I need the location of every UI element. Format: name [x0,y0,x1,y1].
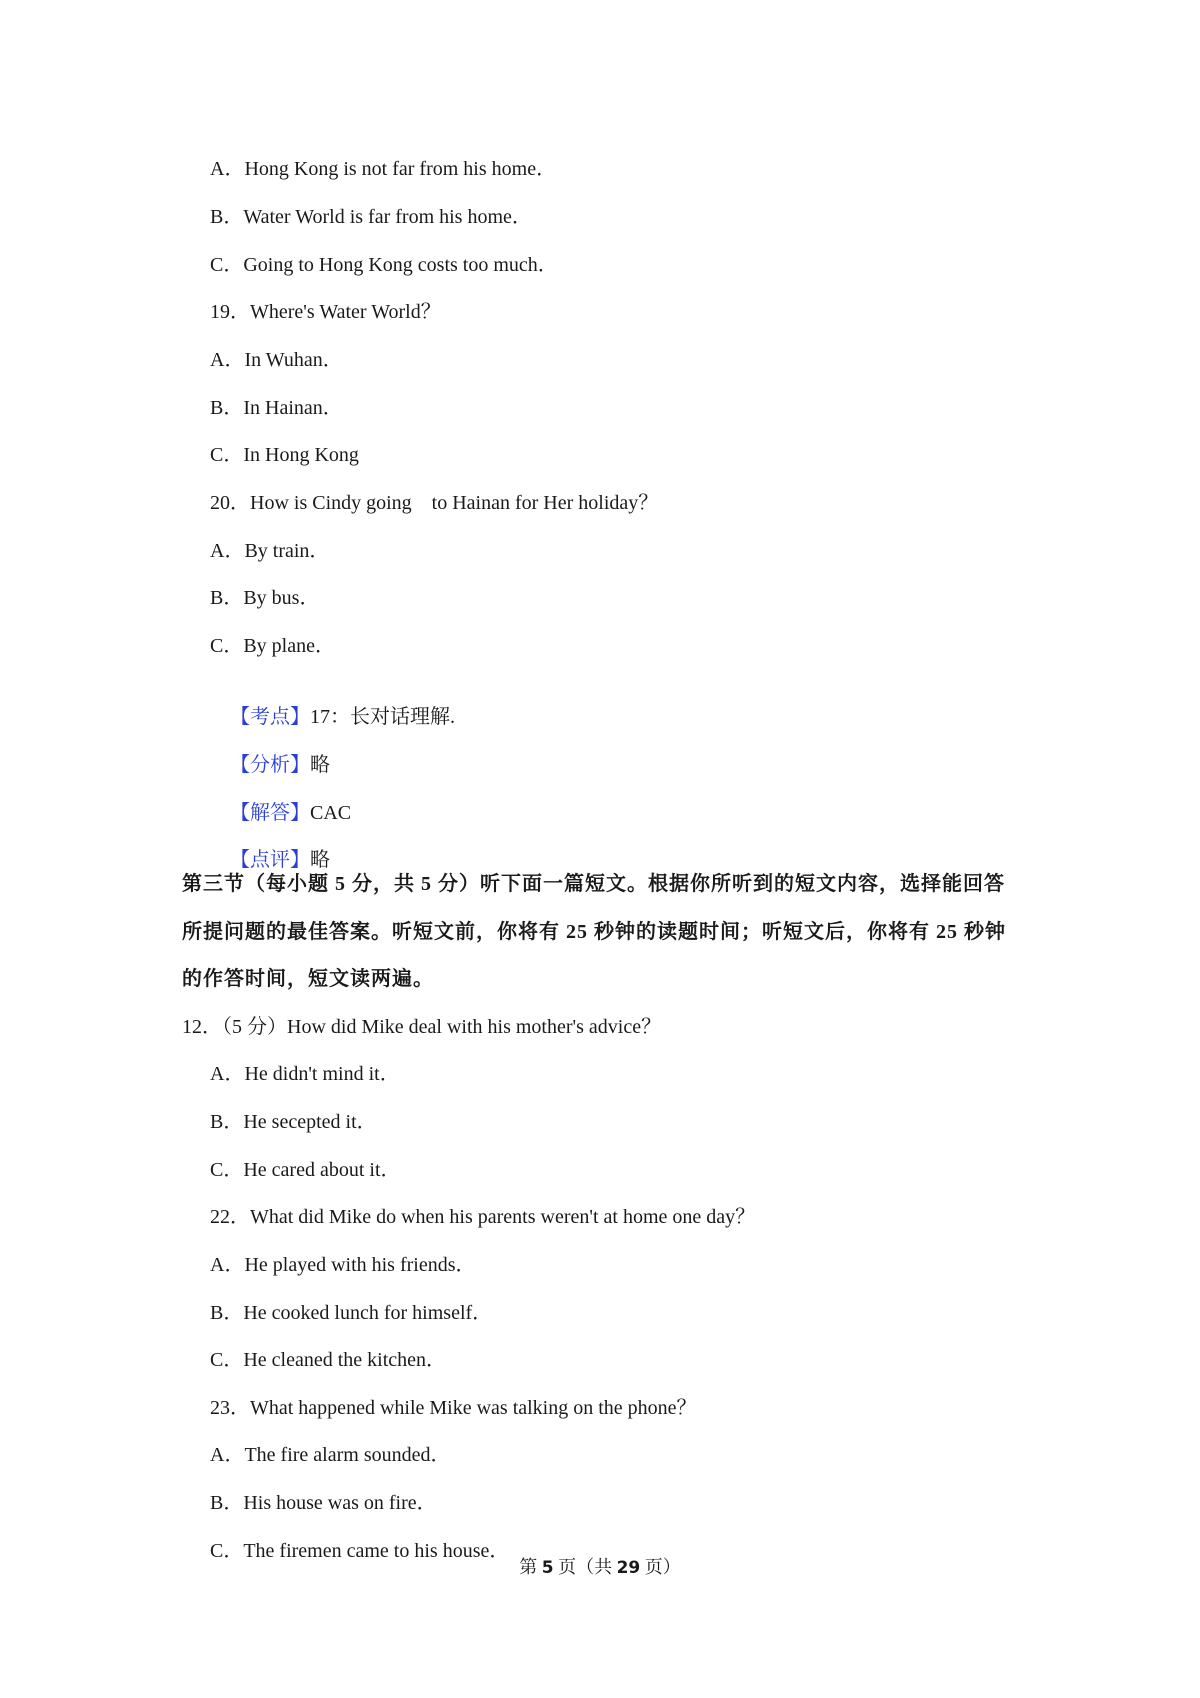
page-footer [0,1556,1200,1579]
option-line: A．He didn't mind it． [210,1063,400,1085]
option-line: B．His house was on fire． [210,1492,437,1514]
note-text: 略 [310,849,330,871]
footer-page-number: 5 [541,1558,554,1578]
option-line: A．By train． [210,540,330,562]
option-line: B．He secepted it． [210,1111,377,1133]
footer-middle: 页（共 [553,1557,617,1577]
option-line: B．By bus． [210,587,320,609]
footer-total-pages: 29 [616,1558,641,1578]
question-line: 20．How is Cindy going to Hainan for Her holiday？ [210,492,659,514]
note-tag: 【解答】 [230,802,310,824]
question-line: 19．Where's Water World？ [210,301,441,323]
note-tag: 【考点】 [230,706,310,728]
section-heading-line: 所提问题的最佳答案。听短文前，你将有 25 秒钟的读题时间；听短文后，你将有 25 秒钟 [182,921,1006,943]
note-tag: 【分析】 [230,754,310,776]
footer-suffix: 页） [640,1557,681,1577]
note-text: 17：长对话理解. [310,706,455,728]
section-heading-line: 的作答时间，短文读两遍。 [182,968,434,990]
option-line: C．In Hong Kong [210,444,359,466]
option-line: C．He cleaned the kitchen． [210,1349,447,1371]
footer-prefix: 第 [519,1557,542,1577]
option-line: B．He cooked lunch for himself． [210,1302,493,1324]
option-line: C．Going to Hong Kong costs too much． [210,254,558,276]
section-heading-line: 第三节（每小题 5 分，共 5 分）听下面一篇短文。根据你所听到的短文内容，选择能回答 [182,873,1005,895]
note-tag: 【点评】 [230,849,310,871]
question-line: 22．What did Mike do when his parents weren't at home one day？ [210,1206,756,1228]
option-line: C．He cared about it． [210,1159,401,1181]
option-line: A．He played with his friends． [210,1254,476,1276]
option-line: B．Water World is far from his home． [210,206,532,228]
question-line: 23．What happened while Mike was talking on the phone？ [210,1397,697,1419]
option-line: A．Hong Kong is not far from his home． [210,158,557,180]
option-line: C．The firemen came to his house． [210,1540,510,1562]
question-12: 12．（5 分）How did Mike deal with his mother's advice？ [182,1016,662,1038]
option-line: A．In Wuhan． [210,349,343,371]
note-text: CAC [310,802,352,824]
option-line: B．In Hainan． [210,397,343,419]
note-text: 略 [310,754,330,776]
option-line: A．The fire alarm sounded． [210,1444,451,1466]
option-line: C．By plane． [210,635,335,657]
